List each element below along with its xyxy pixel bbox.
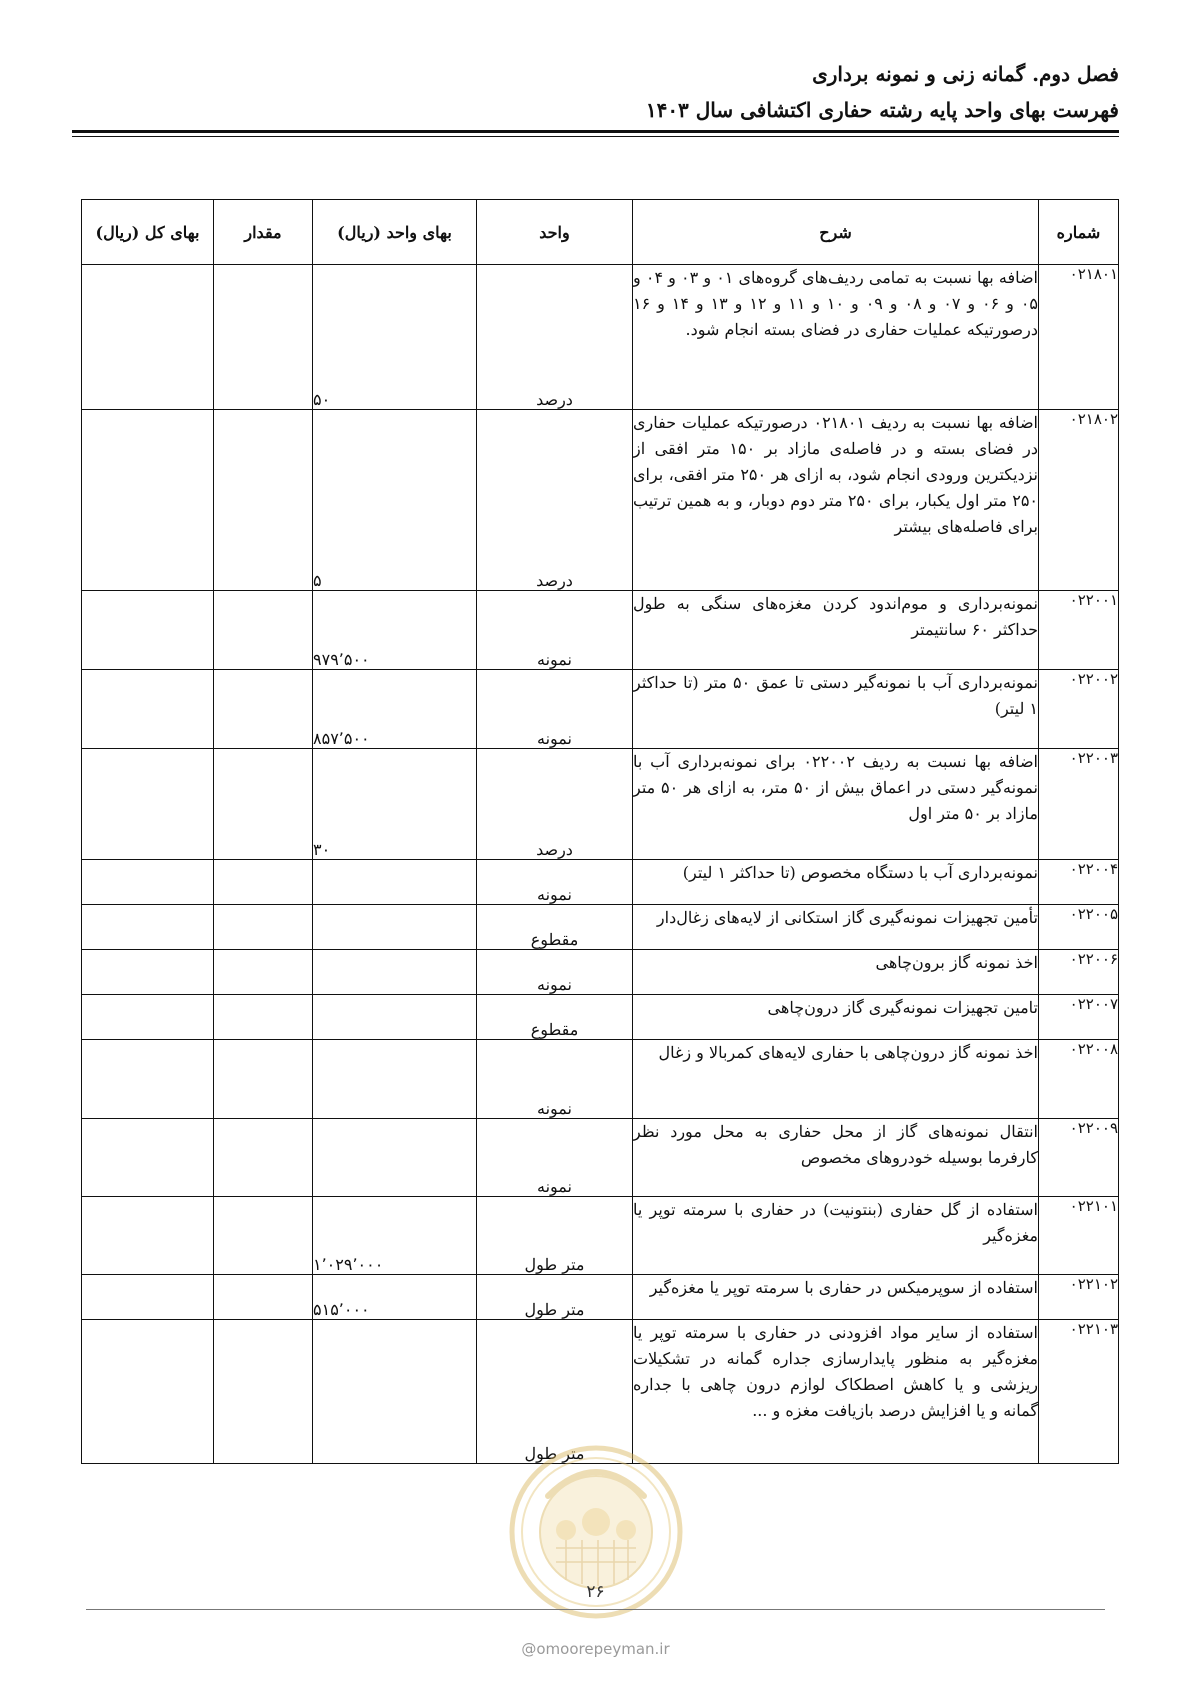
table-row [82,860,1119,905]
row-code: ۰۲۲۰۰۸ [1039,1040,1119,1119]
row-quantity [214,1119,313,1197]
row-quantity [214,265,313,410]
chapter-title: فصل دوم. گمانه زنی و نمونه برداری [812,62,1119,86]
row-quantity [214,995,313,1040]
row-total-price [82,1320,214,1464]
table-row [82,410,1119,591]
row-unit-price: ۵۰ [313,265,477,410]
row-quantity [214,1040,313,1119]
row-total-price [82,265,214,410]
row-description: اخذ نمونه گاز درون‌چاهی با حفاری لایه‌های کمربالا و زغال [633,1040,1039,1119]
row-unit-price [313,950,477,995]
row-unit: نمونه [477,1040,633,1119]
row-total-price [82,1275,214,1320]
row-code: ۰۲۲۰۰۹ [1039,1119,1119,1197]
row-code: ۰۲۲۰۰۵ [1039,905,1119,950]
table-row [82,1197,1119,1275]
row-total-price [82,410,214,591]
row-description: اضافه بها نسبت به ردیف ۰۲۲۰۰۲ برای نمونه‌برداری آب با نمونه‌گیر دستی در اعماق بیش از ۵۰ متر، به ازای هر ۵۰ متر مازاد بر ۵۰ متر اول [633,749,1039,860]
row-unit-price: ۵۱۵٬۰۰۰ [313,1275,477,1320]
row-unit: متر طول [477,1197,633,1275]
table-row [82,749,1119,860]
table-header-row [82,200,1119,265]
row-description: نمونه‌برداری و موم‌اندود کردن مغزه‌های سنگی به طول حداکثر ۶۰ سانتیمتر [633,591,1039,670]
row-unit: نمونه [477,1119,633,1197]
row-code: ۰۲۲۰۰۶ [1039,950,1119,995]
row-unit-price [313,1119,477,1197]
footer-rule [86,1609,1105,1610]
row-quantity [214,860,313,905]
row-description: نمونه‌برداری آب با دستگاه مخصوص (تا حداکثر ۱ لیتر) [633,860,1039,905]
row-total-price [82,591,214,670]
table-row [82,1320,1119,1464]
row-unit: درصد [477,410,633,591]
row-code: ۰۲۲۱۰۱ [1039,1197,1119,1275]
row-unit-price [313,1040,477,1119]
document-title: فهرست بهای واحد پایه رشته حفاری اکتشافی سال ۱۴۰۳ [645,98,1119,122]
table-row [82,905,1119,950]
row-code: ۰۲۲۰۰۷ [1039,995,1119,1040]
row-unit-price [313,995,477,1040]
row-unit: متر طول [477,1320,633,1464]
row-code: ۰۲۱۸۰۲ [1039,410,1119,591]
table-row [82,1275,1119,1320]
row-quantity [214,1275,313,1320]
row-description: تامین تجهیزات نمونه‌گیری گاز درون‌چاهی [633,995,1039,1040]
row-unit-price [313,1320,477,1464]
row-unit-price: ۹۷۹٬۵۰۰ [313,591,477,670]
row-description: اضافه بها نسبت به ردیف ۰۲۱۸۰۱ درصورتیکه عملیات حفاری در فضای بسته و در فاصله‌ی مازاد بر ۱۵۰ متر افقی از نزدیکترین ورودی انجام شود، به ازای هر ۲۵۰ متر افقی، برای ۲۵۰ متر اول یکبار، برای ۲۵۰ متر دوم دوبار، و به همین ترتیب برای فاصله‌های بیشتر [633,410,1039,591]
row-total-price [82,1119,214,1197]
row-unit-price [313,905,477,950]
row-code: ۰۲۲۰۰۲ [1039,670,1119,749]
row-unit-price [313,860,477,905]
table-row [82,995,1119,1040]
row-code: ۰۲۲۰۰۱ [1039,591,1119,670]
page-number: ۲۶ [586,1582,605,1602]
row-quantity [214,1320,313,1464]
row-total-price [82,905,214,950]
row-total-price [82,995,214,1040]
row-code: ۰۲۱۸۰۱ [1039,265,1119,410]
row-unit: مقطوع [477,905,633,950]
col-header-unit: واحد [477,200,633,265]
row-unit: نمونه [477,670,633,749]
table-row [82,591,1119,670]
table-row [82,670,1119,749]
row-unit-price: ۱٬۰۲۹٬۰۰۰ [313,1197,477,1275]
row-unit: درصد [477,265,633,410]
header-rule-thick [72,130,1119,133]
row-quantity [214,591,313,670]
row-description: استفاده از سوپرمیکس در حفاری با سرمته توپر یا مغزه‌گیر [633,1275,1039,1320]
row-total-price [82,749,214,860]
row-unit-price: ۸۵۷٬۵۰۰ [313,670,477,749]
row-total-price [82,1197,214,1275]
row-code: ۰۲۲۰۰۴ [1039,860,1119,905]
col-header-description: شرح [633,200,1039,265]
row-code: ۰۲۲۰۰۳ [1039,749,1119,860]
price-list-table [81,199,1119,1464]
row-code: ۰۲۲۱۰۲ [1039,1275,1119,1320]
table-row [82,265,1119,410]
row-description: استفاده از سایر مواد افزودنی در حفاری با سرمته توپر یا مغزه‌گیر به منظور پایدارسازی جداره گمانه در تشکیلات ریزشی و یا کاهش اصطکاک لوازم درون چاهی با جداره گمانه و یا افزایش درصد بازیافت مغزه و ... [633,1320,1039,1464]
row-quantity [214,670,313,749]
row-unit-price: ۳۰ [313,749,477,860]
row-quantity [214,410,313,591]
col-header-code: شماره [1039,200,1119,265]
col-header-unit-price: بهای واحد (ریال) [313,200,477,265]
row-description: اضافه بها نسبت به تمامی ردیف‌های گروه‌های ۰۱ و ۰۳ و ۰۴ و ۰۵ و ۰۶ و ۰۷ و ۰۸ و ۰۹ و ۱۰ و ۱۱ و ۱۲ و ۱۳ و ۱۴ و ۱۶ درصورتیکه عملیات حفاری در فضای بسته انجام شود. [633,265,1039,410]
col-header-total-price: بهای کل (ریال) [82,200,214,265]
header-rule-thin [72,136,1119,137]
table-row [82,1119,1119,1197]
row-unit: نمونه [477,591,633,670]
row-quantity [214,905,313,950]
row-total-price [82,860,214,905]
row-unit: نمونه [477,950,633,995]
row-quantity [214,749,313,860]
table-row [82,950,1119,995]
row-unit: مقطوع [477,995,633,1040]
row-unit: درصد [477,749,633,860]
row-total-price [82,950,214,995]
row-unit: متر طول [477,1275,633,1320]
watermark-url: @omoorepeyman.ir [521,1640,670,1658]
col-header-quantity: مقدار [214,200,313,265]
row-code: ۰۲۲۱۰۳ [1039,1320,1119,1464]
row-description: اخذ نمونه گاز برون‌چاهی [633,950,1039,995]
row-description: استفاده از گل حفاری (بنتونیت) در حفاری با سرمته توپر یا مغزه‌گیر [633,1197,1039,1275]
row-quantity [214,1197,313,1275]
row-description: انتقال نمونه‌های گاز از محل حفاری به محل مورد نظر کارفرما بوسیله خودروهای مخصوص [633,1119,1039,1197]
row-total-price [82,670,214,749]
row-description: نمونه‌برداری آب با نمونه‌گیر دستی تا عمق ۵۰ متر (تا حداکثر ۱ لیتر) [633,670,1039,749]
row-description: تأمین تجهیزات نمونه‌گیری گاز استکانی از لایه‌های زغال‌دار [633,905,1039,950]
row-quantity [214,950,313,995]
row-unit-price: ۵ [313,410,477,591]
row-unit: نمونه [477,860,633,905]
table-row [82,1040,1119,1119]
row-total-price [82,1040,214,1119]
